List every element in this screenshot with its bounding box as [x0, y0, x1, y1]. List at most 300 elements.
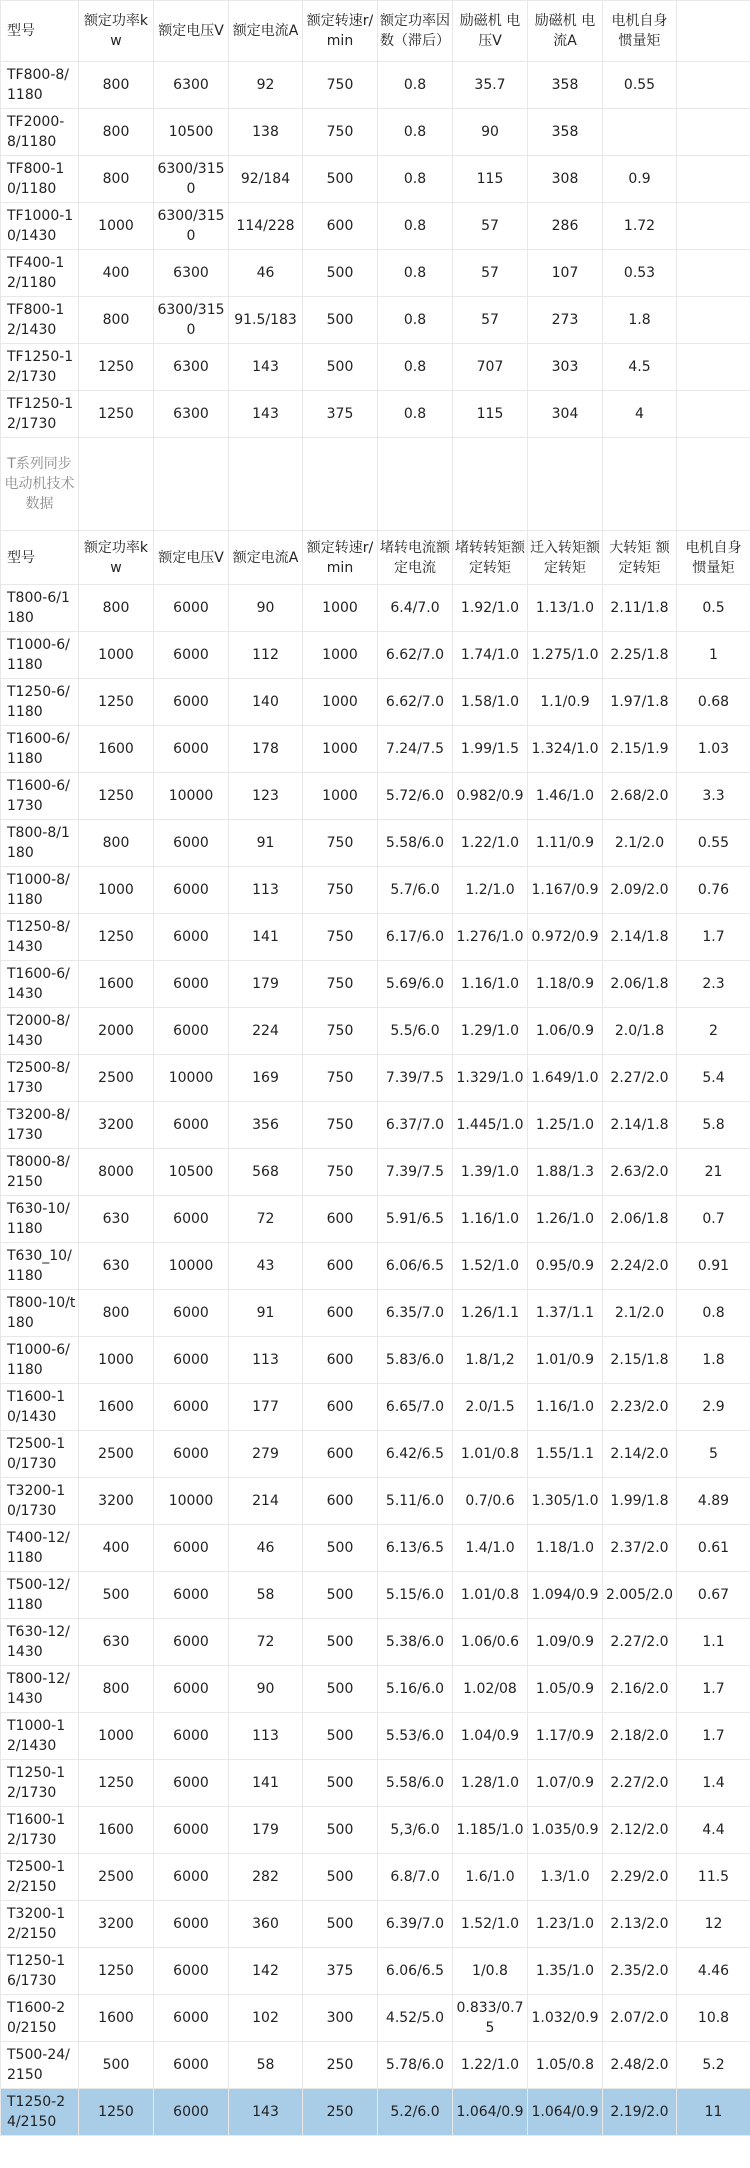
table-cell: T1600-6/1430 [1, 961, 79, 1008]
table-cell: 1/0.8 [453, 1948, 528, 1995]
table-cell: 5.53/6.0 [378, 1713, 453, 1760]
table-row [1, 1619, 750, 1666]
table-cell: 1.17/0.9 [528, 1713, 603, 1760]
section-title-row [1, 438, 750, 531]
table-cell: 1.22/1.0 [453, 2042, 528, 2089]
header-cell [677, 1, 750, 62]
table-cell: 5.38/6.0 [378, 1619, 453, 1666]
table-cell: 113 [229, 867, 303, 914]
table-cell: 0.8 [378, 250, 453, 297]
table-cell: 7.39/7.5 [378, 1055, 453, 1102]
table-cell: 90 [229, 585, 303, 632]
header-cell: 大转矩 额定转矩 [603, 531, 677, 585]
table-cell: 6000 [154, 1572, 229, 1619]
table-cell: 10.8 [677, 1995, 750, 2042]
table-cell: 5.58/6.0 [378, 1760, 453, 1807]
table-cell: 0.55 [677, 820, 750, 867]
table-cell: 800 [79, 1290, 154, 1337]
table-cell: T2500-12/2150 [1, 1854, 79, 1901]
table-cell: 750 [303, 1008, 378, 1055]
table-cell: 0.8 [378, 109, 453, 156]
table-row [1, 867, 750, 914]
table-cell: 6000 [154, 1807, 229, 1854]
table-cell: 1.01/0.8 [453, 1431, 528, 1478]
table-cell: 72 [229, 1196, 303, 1243]
table-cell: 4 [603, 391, 677, 438]
header-cell: 堵转电流额定电流 [378, 531, 453, 585]
table-cell: 5.15/6.0 [378, 1572, 453, 1619]
table-cell: 1.02/08 [453, 1666, 528, 1713]
table-cell: 1.35/1.0 [528, 1948, 603, 1995]
table-cell: T630-10/1180 [1, 1196, 79, 1243]
table-cell: 500 [303, 1619, 378, 1666]
table-cell: 1250 [79, 2089, 154, 2136]
table-cell: 8000 [79, 1149, 154, 1196]
table-cell: 4.5 [603, 344, 677, 391]
table-cell: 1.88/1.3 [528, 1149, 603, 1196]
table-cell: 1 [677, 632, 750, 679]
table-cell: 2.18/2.0 [603, 1713, 677, 1760]
table-cell: 2500 [79, 1055, 154, 1102]
table-cell: 750 [303, 109, 378, 156]
table-row [1, 1384, 750, 1431]
header-cell: 堵转转矩额定转矩 [453, 531, 528, 585]
table-cell: 1.97/1.8 [603, 679, 677, 726]
table-cell: 6000 [154, 2042, 229, 2089]
table-cell: 2.27/2.0 [603, 1619, 677, 1666]
table-cell: 142 [229, 1948, 303, 1995]
section-title: T系列同步电动机技术数据 [4, 456, 75, 512]
table-cell: 143 [229, 344, 303, 391]
table-cell: 6.8/7.0 [378, 1854, 453, 1901]
table-row [1, 679, 750, 726]
table-cell: 72 [229, 1619, 303, 1666]
table-cell: T800-10/t180 [1, 1290, 79, 1337]
table-row [1, 1243, 750, 1290]
table-cell [79, 438, 154, 531]
table-cell: 2.48/2.0 [603, 2042, 677, 2089]
table-cell: 0.9 [603, 156, 677, 203]
table-cell: 10000 [154, 1055, 229, 1102]
table-cell: 6300 [154, 250, 229, 297]
table-cell: 169 [229, 1055, 303, 1102]
table-cell: T800-8/1180 [1, 820, 79, 867]
header-cell: 额定功率因数（滞后） [378, 1, 453, 62]
table-cell: 1.4/1.0 [453, 1525, 528, 1572]
table-cell: 1.37/1.1 [528, 1290, 603, 1337]
table-cell [677, 391, 750, 438]
table-cell [677, 203, 750, 250]
table-cell: T3200-12/2150 [1, 1901, 79, 1948]
table-cell: 0.55 [603, 62, 677, 109]
table-cell: 500 [303, 1666, 378, 1713]
table-cell: 6000 [154, 585, 229, 632]
table-cell: T1600-12/1730 [1, 1807, 79, 1854]
table-cell: T500-24/2150 [1, 2042, 79, 2089]
table-cell: 6000 [154, 914, 229, 961]
table-cell: T2500-8/1730 [1, 1055, 79, 1102]
header-cell: 励磁机 电压V [453, 1, 528, 62]
header-cell: 额定电压V [154, 531, 229, 585]
table-cell: 6300 [154, 62, 229, 109]
table-cell: 1.8 [603, 297, 677, 344]
table-row [1, 773, 750, 820]
table-cell: 6300 [154, 391, 229, 438]
table-cell: 1.032/0.9 [528, 1995, 603, 2042]
table-cell: T1250-8/1430 [1, 914, 79, 961]
table-cell: 141 [229, 914, 303, 961]
table-cell: 2.06/1.8 [603, 1196, 677, 1243]
table-cell: 1.26/1.1 [453, 1290, 528, 1337]
header-cell: 额定转速r/min [303, 1, 378, 62]
table-row [1, 726, 750, 773]
table-cell: 0.8 [378, 391, 453, 438]
table-cell: 750 [303, 914, 378, 961]
table-cell: 600 [303, 1337, 378, 1384]
header-cell: 额定电流A [229, 531, 303, 585]
table-cell: 1.16/1.0 [528, 1384, 603, 1431]
table-cell: 5.2/6.0 [378, 2089, 453, 2136]
table-cell [603, 109, 677, 156]
table-cell: 1.22/1.0 [453, 820, 528, 867]
table-cell: 58 [229, 2042, 303, 2089]
table-cell: 1000 [303, 679, 378, 726]
table-cell: 0.8 [378, 62, 453, 109]
table-cell: TF1250-12/1730 [1, 391, 79, 438]
table-row [1, 1478, 750, 1525]
table-cell: 2.0/1.5 [453, 1384, 528, 1431]
table-cell: 214 [229, 1478, 303, 1525]
table-cell: 500 [303, 1901, 378, 1948]
table-cell [677, 344, 750, 391]
table-cell: 5.69/6.0 [378, 961, 453, 1008]
table-row [1, 1196, 750, 1243]
table-cell [677, 297, 750, 344]
table-cell: 6000 [154, 1760, 229, 1807]
table-cell: 1000 [79, 632, 154, 679]
table-cell: 6000 [154, 1431, 229, 1478]
table-cell: 1.18/0.9 [528, 961, 603, 1008]
header-cell: 额定电压V [154, 1, 229, 62]
table-row [1, 1149, 750, 1196]
table-cell: 2.06/1.8 [603, 961, 677, 1008]
table-cell: 113 [229, 1337, 303, 1384]
table-cell: 0.68 [677, 679, 750, 726]
table-cell: 750 [303, 1055, 378, 1102]
table-cell [677, 109, 750, 156]
table-cell: 6.35/7.0 [378, 1290, 453, 1337]
table-cell: 6000 [154, 1008, 229, 1055]
table-cell: 1.18/1.0 [528, 1525, 603, 1572]
t-header-row [1, 531, 750, 585]
table-cell: 2.3 [677, 961, 750, 1008]
table-cell: 1600 [79, 726, 154, 773]
table-cell: 178 [229, 726, 303, 773]
table-row [1, 1572, 750, 1619]
table-cell: 1.275/1.0 [528, 632, 603, 679]
table-cell: 250 [303, 2042, 378, 2089]
table-row [1, 1102, 750, 1149]
table-row [1, 250, 750, 297]
header-cell: 励磁机 电流A [528, 1, 603, 62]
table-cell: 1250 [79, 1948, 154, 1995]
table-cell: 6.4/7.0 [378, 585, 453, 632]
table-row [1, 62, 750, 109]
table-cell: 800 [79, 156, 154, 203]
table-cell: 800 [79, 820, 154, 867]
table-cell: 114/228 [229, 203, 303, 250]
table-cell: 0.7/0.6 [453, 1478, 528, 1525]
table-cell: 2 [677, 1008, 750, 1055]
table-cell: 6000 [154, 1102, 229, 1149]
table-cell: 1.09/0.9 [528, 1619, 603, 1666]
table-cell: 57 [453, 250, 528, 297]
table-cell: 57 [453, 297, 528, 344]
table-cell: 0.833/0.75 [453, 1995, 528, 2042]
table-cell: 6000 [154, 961, 229, 1008]
table-cell: 5.2 [677, 2042, 750, 2089]
table-cell: 4.46 [677, 1948, 750, 1995]
table-cell: 0.8 [378, 203, 453, 250]
table-cell: 1250 [79, 914, 154, 961]
table-cell: 500 [303, 1807, 378, 1854]
table-cell: 500 [303, 1572, 378, 1619]
table-cell: TF400-12/1180 [1, 250, 79, 297]
table-cell: 6000 [154, 1713, 229, 1760]
table-cell: 2.12/2.0 [603, 1807, 677, 1854]
table-cell: 6000 [154, 820, 229, 867]
table-cell: 2.23/2.0 [603, 1384, 677, 1431]
table-cell: 750 [303, 1102, 378, 1149]
table-cell: 1.649/1.0 [528, 1055, 603, 1102]
table-cell: 6300/3150 [154, 156, 229, 203]
table-cell: 10000 [154, 773, 229, 820]
table-cell: 0.7 [677, 1196, 750, 1243]
table-cell: 1.99/1.5 [453, 726, 528, 773]
table-cell: 600 [303, 1290, 378, 1337]
table-cell: 356 [229, 1102, 303, 1149]
table-row [1, 1713, 750, 1760]
tf-header-row [1, 1, 750, 62]
table-cell: 2.24/2.0 [603, 1243, 677, 1290]
table-cell: 1.3/1.0 [528, 1854, 603, 1901]
table-cell: 43 [229, 1243, 303, 1290]
table-cell: 91.5/183 [229, 297, 303, 344]
table-cell: 1.13/1.0 [528, 585, 603, 632]
header-cell: 迁入转矩额定转矩 [528, 531, 603, 585]
table-cell: 1.7 [677, 1713, 750, 1760]
table-row [1, 109, 750, 156]
table-cell: 1.05/0.8 [528, 2042, 603, 2089]
table-cell: 1.58/1.0 [453, 679, 528, 726]
table-cell: 1.11/0.9 [528, 820, 603, 867]
table-cell: 800 [79, 62, 154, 109]
table-cell: 6000 [154, 1384, 229, 1431]
table-cell: 179 [229, 961, 303, 1008]
table-cell: 358 [528, 109, 603, 156]
table-cell: 6300/3150 [154, 203, 229, 250]
table-cell: 1.28/1.0 [453, 1760, 528, 1807]
table-cell: 1.05/0.9 [528, 1666, 603, 1713]
table-cell: 2.0/1.8 [603, 1008, 677, 1055]
table-cell: 6.65/7.0 [378, 1384, 453, 1431]
table-row [1, 1666, 750, 1713]
table-cell: 1.92/1.0 [453, 585, 528, 632]
table-cell: 11.5 [677, 1854, 750, 1901]
table-cell: 1600 [79, 1807, 154, 1854]
table-cell: 143 [229, 2089, 303, 2136]
table-row [1, 585, 750, 632]
table-cell: 2500 [79, 1854, 154, 1901]
table-row [1, 632, 750, 679]
table-cell: 800 [79, 297, 154, 344]
table-cell: 6000 [154, 1854, 229, 1901]
table-row [1, 156, 750, 203]
table-cell [528, 438, 603, 531]
header-cell: 电机自身惯量矩 [603, 1, 677, 62]
table-cell: 1.23/1.0 [528, 1901, 603, 1948]
table-cell: 5.83/6.0 [378, 1337, 453, 1384]
table-cell: 10500 [154, 1149, 229, 1196]
table-cell: 1.01/0.8 [453, 1572, 528, 1619]
table-cell: 750 [303, 1149, 378, 1196]
table-cell: 5.5/6.0 [378, 1008, 453, 1055]
table-cell: T630-12/1430 [1, 1619, 79, 1666]
table-cell: 6.13/6.5 [378, 1525, 453, 1572]
table-cell: 4.89 [677, 1478, 750, 1525]
table-cell: 0.8 [378, 344, 453, 391]
table-cell: 2.63/2.0 [603, 1149, 677, 1196]
header-cell: 额定电流A [229, 1, 303, 62]
table-cell: 6000 [154, 1525, 229, 1572]
table-cell: 1.39/1.0 [453, 1149, 528, 1196]
table-cell: 750 [303, 62, 378, 109]
table-cell: 21 [677, 1149, 750, 1196]
table-cell: 1.7 [677, 914, 750, 961]
table-cell [303, 438, 378, 531]
table-cell: 6.62/7.0 [378, 632, 453, 679]
table-cell: 1000 [79, 1337, 154, 1384]
table-cell: 1600 [79, 1384, 154, 1431]
table-cell: T1000-6/1180 [1, 1337, 79, 1384]
table-row [1, 1431, 750, 1478]
table-cell: 1.52/1.0 [453, 1243, 528, 1290]
table-cell: 1.8/1,2 [453, 1337, 528, 1384]
table-cell: 1.167/0.9 [528, 867, 603, 914]
table-cell: 5.16/6.0 [378, 1666, 453, 1713]
table-cell: TF2000-8/1180 [1, 109, 79, 156]
table-cell: 360 [229, 1901, 303, 1948]
table-cell: 5.7/6.0 [378, 867, 453, 914]
table-cell: T2500-10/1730 [1, 1431, 79, 1478]
table-cell: 1.064/0.9 [453, 2089, 528, 2136]
table-cell: 6000 [154, 679, 229, 726]
table-cell: TF1250-12/1730 [1, 344, 79, 391]
table-cell [154, 438, 229, 531]
table-row [1, 203, 750, 250]
table-cell: 2.27/2.0 [603, 1760, 677, 1807]
table-cell: 177 [229, 1384, 303, 1431]
table-cell: 500 [303, 297, 378, 344]
table-cell [677, 250, 750, 297]
table-cell: 1000 [79, 203, 154, 250]
table-cell: T630_10/1180 [1, 1243, 79, 1290]
table-cell: 5.58/6.0 [378, 820, 453, 867]
table-cell: 5.78/6.0 [378, 2042, 453, 2089]
table-cell: 1250 [79, 344, 154, 391]
table-cell: 600 [303, 1431, 378, 1478]
table-row [1, 1525, 750, 1572]
table-cell [1, 438, 79, 531]
table-row [1, 1055, 750, 1102]
table-cell: 57 [453, 203, 528, 250]
table-cell: 10500 [154, 109, 229, 156]
table-cell: TF800-8/1180 [1, 62, 79, 109]
table-cell: 91 [229, 1290, 303, 1337]
table-cell: T1600-6/1180 [1, 726, 79, 773]
table-cell: 11 [677, 2089, 750, 2136]
header-cell: 额定功率kw [79, 1, 154, 62]
table-cell: 102 [229, 1995, 303, 2042]
table-cell: 1.329/1.0 [453, 1055, 528, 1102]
table-cell: 2.1/2.0 [603, 1290, 677, 1337]
table-cell: 12 [677, 1901, 750, 1948]
table-cell: 0.61 [677, 1525, 750, 1572]
table-cell: 0.95/0.9 [528, 1243, 603, 1290]
table-cell: 2.15/1.9 [603, 726, 677, 773]
table-row [1, 1290, 750, 1337]
table-cell: 300 [303, 1995, 378, 2042]
table-cell: 1.445/1.0 [453, 1102, 528, 1149]
table-cell: 1.01/0.9 [528, 1337, 603, 1384]
table-cell: T1600-6/1730 [1, 773, 79, 820]
table-cell: 1250 [79, 391, 154, 438]
table-cell: 1000 [79, 1713, 154, 1760]
table-cell: 1.03 [677, 726, 750, 773]
table-cell: 1.72 [603, 203, 677, 250]
table-cell: T2000-8/1430 [1, 1008, 79, 1055]
table-cell: T8000-8/2150 [1, 1149, 79, 1196]
table-cell: 5.8 [677, 1102, 750, 1149]
table-cell: 1.185/1.0 [453, 1807, 528, 1854]
table-row [1, 1807, 750, 1854]
header-cell: 额定功率kw [79, 531, 154, 585]
table-cell: 1.55/1.1 [528, 1431, 603, 1478]
table-row [1, 914, 750, 961]
table-cell: 224 [229, 1008, 303, 1055]
table-row [1, 1948, 750, 1995]
table-cell: 1.06/0.6 [453, 1619, 528, 1666]
table-row [1, 1854, 750, 1901]
table-cell: 6000 [154, 1196, 229, 1243]
table-cell: 138 [229, 109, 303, 156]
table-cell: T1600-10/1430 [1, 1384, 79, 1431]
table-cell: 2.25/1.8 [603, 632, 677, 679]
table-cell: 600 [303, 203, 378, 250]
table-cell: 46 [229, 1525, 303, 1572]
table-cell: 6000 [154, 1290, 229, 1337]
table-cell: T1250-24/2150 [1, 2089, 79, 2136]
table-cell: 1.1 [677, 1619, 750, 1666]
table-cell: 2.13/2.0 [603, 1901, 677, 1948]
table-cell: 1000 [79, 867, 154, 914]
table-cell: 1.99/1.8 [603, 1478, 677, 1525]
table-cell: 1.094/0.9 [528, 1572, 603, 1619]
table-cell: 1.324/1.0 [528, 726, 603, 773]
table-cell: 0.982/0.9 [453, 773, 528, 820]
table-cell: 2.11/1.8 [603, 585, 677, 632]
table-row [1, 297, 750, 344]
